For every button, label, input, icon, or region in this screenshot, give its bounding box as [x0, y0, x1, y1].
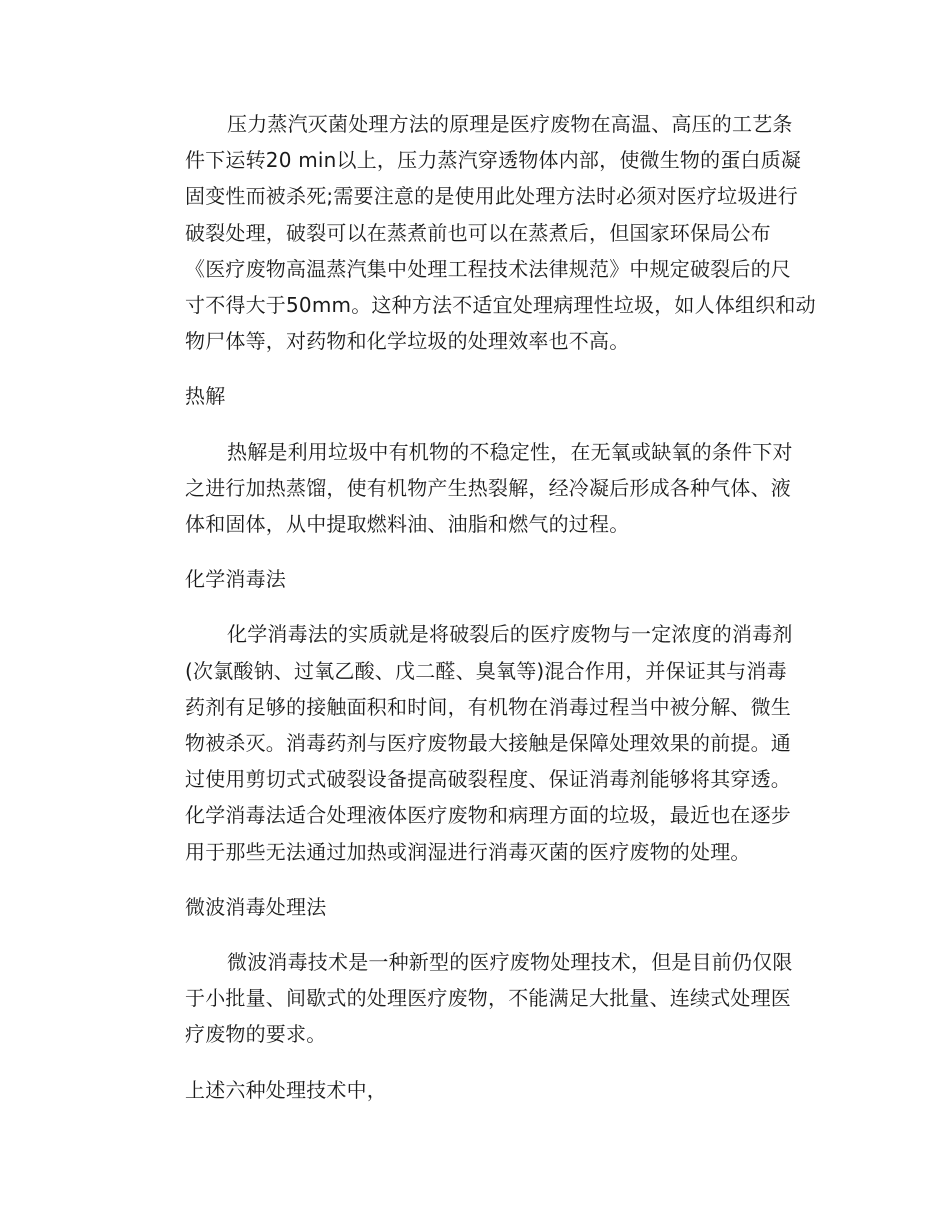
text-line: 药剂有足够的接触面积和时间，有机物在消毒过程当中被分解、微生 [185, 694, 791, 719]
text-line: 于小批量、间歇式的处理医疗废物，不能满足大批量、连续式处理医 [185, 986, 791, 1011]
paragraph-microwave-disinfection [143, 944, 807, 1053]
text-line: 过使用剪切式式破裂设备提高破裂程度、保证消毒剂能够将其穿透。 [185, 767, 791, 792]
text-line: 微波消毒技术是一种新型的医疗废物处理技术，但是目前仍仅限 [227, 950, 793, 975]
paragraph-chemical-disinfection [143, 616, 807, 869]
text-line: (次氯酸钠、过氧乙酸、戊二醛、臭氧等)混合作用，并保证其与消毒 [185, 658, 787, 683]
section-heading-microwave-disinfection: 微波消毒处理法 [185, 894, 327, 919]
text-line: 固变性而被杀死;需要注意的是使用此处理方法时必须对医疗垃圾进行 [185, 184, 798, 209]
paragraph-pyrolysis [143, 434, 807, 543]
paragraph-spacer [143, 925, 807, 944]
text-line: 热解是利用垃圾中有机物的不稳定性，在无氧或缺氧的条件下对 [227, 439, 793, 464]
paragraph-spacer [143, 597, 807, 616]
text-line: 疗废物的要求。 [185, 1022, 327, 1047]
section-heading-chemical-disinfection: 化学消毒法 [185, 567, 286, 592]
section-heading-pyrolysis: 热解 [185, 384, 226, 409]
paragraph-spacer [143, 1053, 807, 1072]
paragraph-summary-start: 上述六种处理技术中， [185, 1077, 387, 1102]
text-line: 化学消毒法的实质就是将破裂后的医疗废物与一定浓度的消毒剂 [227, 622, 793, 647]
text-line: 用于那些无法通过加热或润湿进行消毒灭菌的医疗废物的处理。 [185, 839, 751, 864]
text-line: 物尸体等，对药物和化学垃圾的处理效率也不高。 [185, 329, 630, 354]
text-line: 件下运转20 min以上，压力蒸汽穿透物体内部，使微生物的蛋白质凝 [185, 148, 802, 173]
paragraph-steam-sterilization [143, 106, 816, 359]
paragraph-spacer [143, 359, 807, 378]
text-line: 破裂处理，破裂可以在蒸煮前也可以在蒸煮后，但国家环保局公布 [185, 220, 771, 245]
text-line: 压力蒸汽灭菌处理方法的原理是医疗废物在高温、高压的工艺条 [227, 112, 793, 136]
text-line: 物被杀灭。消毒药剂与医疗废物最大接触是保障处理效果的前提。通 [185, 731, 791, 756]
paragraph-spacer [143, 542, 807, 561]
text-line: 《医疗废物高温蒸汽集中处理工程技术法律规范》中规定破裂后的尺 [185, 256, 791, 281]
text-line: 寸不得大于50mm。这种方法不适宜处理病理性垃圾，如人体组织和动 [185, 293, 816, 318]
text-line: 体和固体，从中提取燃料油、油脂和燃气的过程。 [185, 512, 630, 537]
paragraph-spacer [143, 415, 807, 434]
document-page [143, 106, 816, 1108]
text-line: 之进行加热蒸馏，使有机物产生热裂解，经冷凝后形成各种气体、液 [185, 475, 791, 500]
text-line: 化学消毒法适合处理液体医疗废物和病理方面的垃圾，最近也在逐步 [185, 803, 791, 828]
paragraph-spacer [143, 870, 807, 889]
